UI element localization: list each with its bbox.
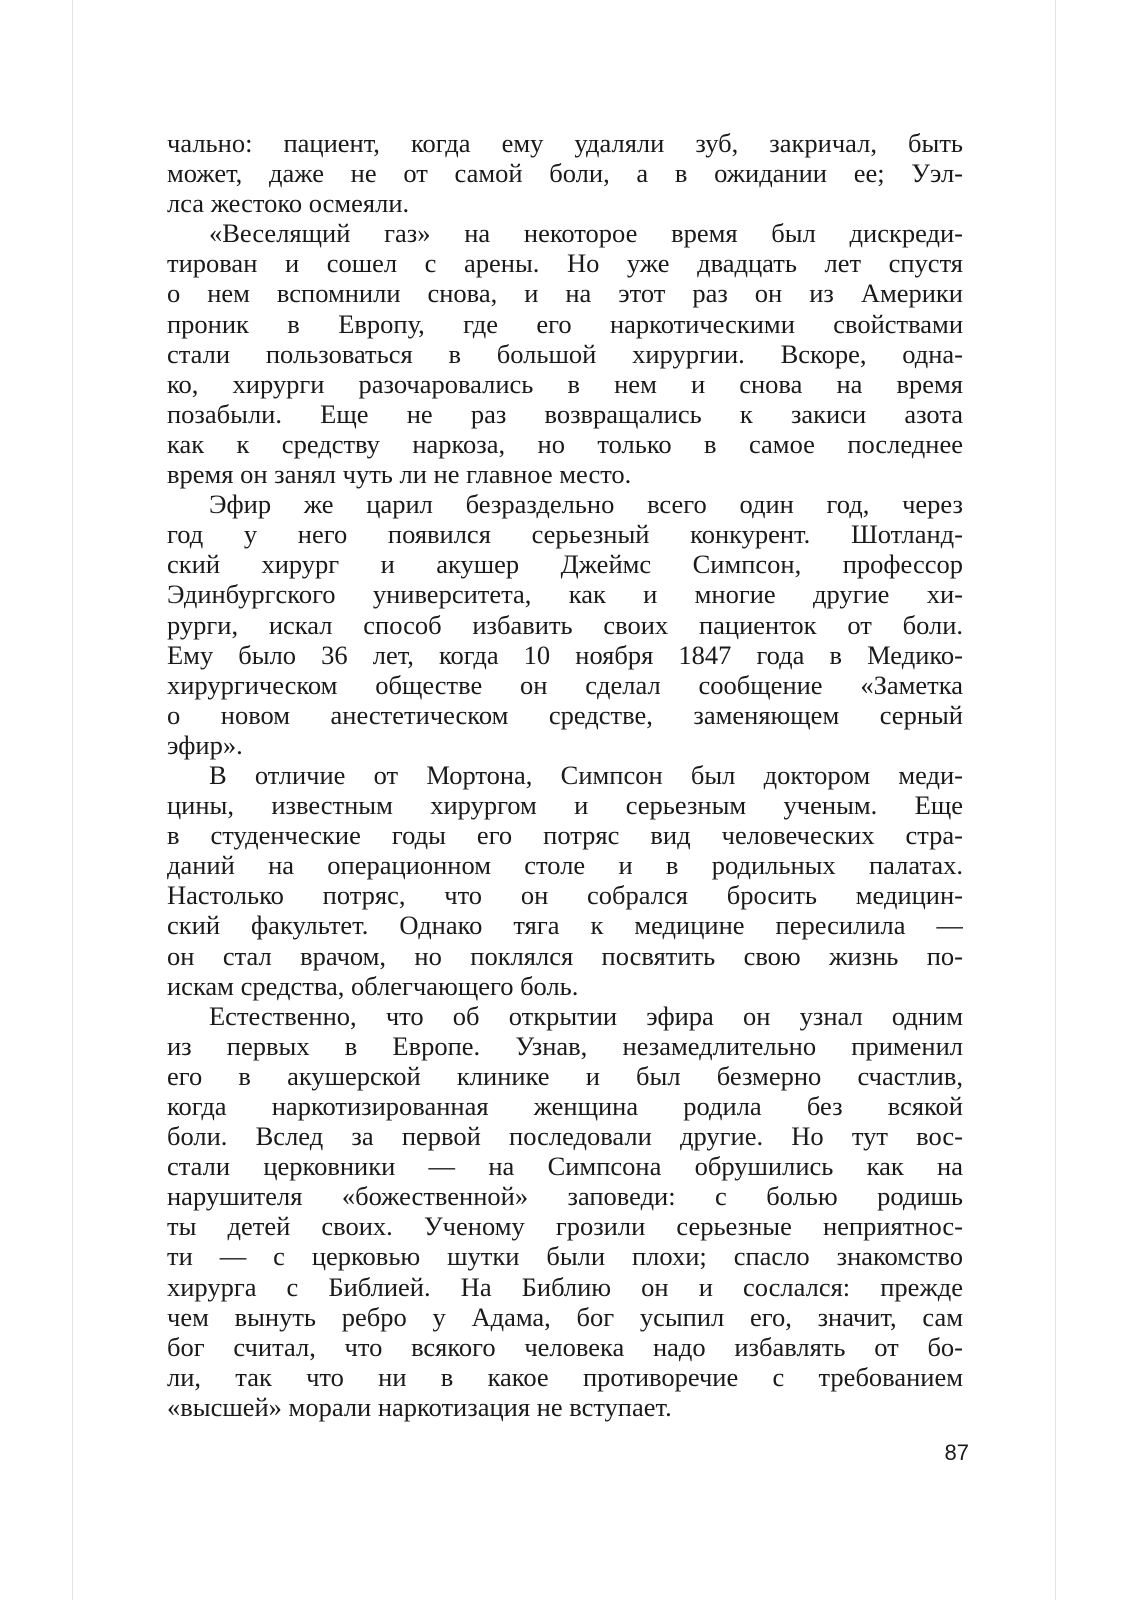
text-line: ский хирург и акушер Джеймс Симпсон, профессор <box>167 549 963 580</box>
text-line: ли, так что ни в какое противоречие с требованием <box>167 1361 963 1392</box>
book-page <box>72 0 1056 1600</box>
text-line: из первых в Европе. Узнав, незамедлительно применил <box>167 1030 963 1061</box>
body-text <box>167 128 963 1422</box>
text-line: цины, известным хирургом и серьезным ученым. Еще <box>167 790 963 821</box>
text-line: бог считал, что всякого человека надо избавлять от бо- <box>167 1331 963 1362</box>
text-line: чально: пациент, когда ему удаляли зуб, закричал, быть <box>167 128 963 158</box>
text-line: может, даже не от самой боли, а в ожидании ее; Уэл- <box>167 158 963 189</box>
page-number: 87 <box>944 1440 969 1465</box>
text-line: время он занял чуть ли не главное место. <box>167 459 632 490</box>
text-line: ты детей своих. Ученому грозили серьезные неприятнос- <box>167 1211 963 1242</box>
text-line: Естественно, что об открытии эфира он узнал одним <box>209 1000 963 1031</box>
text-line: стали церковники — на Симпсона обрушились как на <box>167 1151 963 1182</box>
text-line: о нем вспомнили снова, и на этот раз он из Америки <box>167 278 963 309</box>
text-line: даний на операционном столе и в родильных палатах. <box>167 850 963 881</box>
text-line: чем вынуть ребро у Адама, бог усыпил его, значит, сам <box>167 1301 963 1332</box>
text-line: эфир». <box>167 729 243 760</box>
text-line: рурги, искал способ избавить своих пациенток от боли. <box>167 609 963 640</box>
text-line: ко, хирурги разочаровались в нем и снова на время <box>167 368 963 399</box>
text-line: лса жестоко осмеяли. <box>167 188 410 219</box>
text-line: боли. Вслед за первой последовали другие. Но тут вос- <box>167 1121 963 1152</box>
text-line: его в акушерской клинике и был безмерно счастлив, <box>167 1060 963 1091</box>
text-line: позабыли. Еще не раз возвращались к закиси азота <box>167 398 963 429</box>
text-line: хирургическом обществе он сделал сообщение «Заметка <box>167 669 963 700</box>
text-line: нарушителя «божественной» заповеди: с болью родишь <box>167 1181 963 1212</box>
text-line: в студенческие годы его потряс вид человеческих стра- <box>167 820 963 851</box>
text-line: о новом анестетическом средстве, заменяющем серный <box>167 699 963 730</box>
text-line: год у него появился серьезный конкурент. Шотланд- <box>167 519 963 550</box>
text-line: стали пользоваться в большой хирургии. Вскоре, одна- <box>167 338 963 369</box>
text-line: искам средства, облегчающего боль. <box>167 970 579 1001</box>
text-line: Эфир же царил безраздельно всего один год, через <box>209 489 963 520</box>
text-line: «высшей» морали наркотизация не вступает. <box>167 1391 672 1422</box>
text-line: проник в Европу, где его наркотическими свойствами <box>167 308 963 339</box>
text-line: ский факультет. Однако тяга к медицине пересилила — <box>167 910 963 941</box>
text-line: «Веселящий газ» на некоторое время был дискреди- <box>209 218 963 249</box>
text-line: В отличие от Мортона, Симпсон был доктором меди- <box>209 759 963 790</box>
text-line: он стал врачом, но поклялся посвятить свою жизнь по- <box>167 940 963 971</box>
text-line: Ему было 36 лет, когда 10 ноября 1847 года в Медико- <box>167 639 963 670</box>
text-line: хирурга с Библией. На Библию он и сослался: прежде <box>167 1271 963 1302</box>
text-line: тирован и сошел с арены. Но уже двадцать лет спустя <box>167 248 963 279</box>
text-line: Эдинбургского университета, как и многие другие хи- <box>167 579 963 610</box>
text-line: когда наркотизированная женщина родила без всякой <box>167 1091 963 1121</box>
text-line: ти — с церковью шутки были плохи; спасло знакомство <box>167 1241 963 1272</box>
text-line: Настолько потряс, что он собрался бросить медицин- <box>167 880 963 911</box>
text-line: как к средству наркоза, но только в самое последнее <box>167 428 963 459</box>
